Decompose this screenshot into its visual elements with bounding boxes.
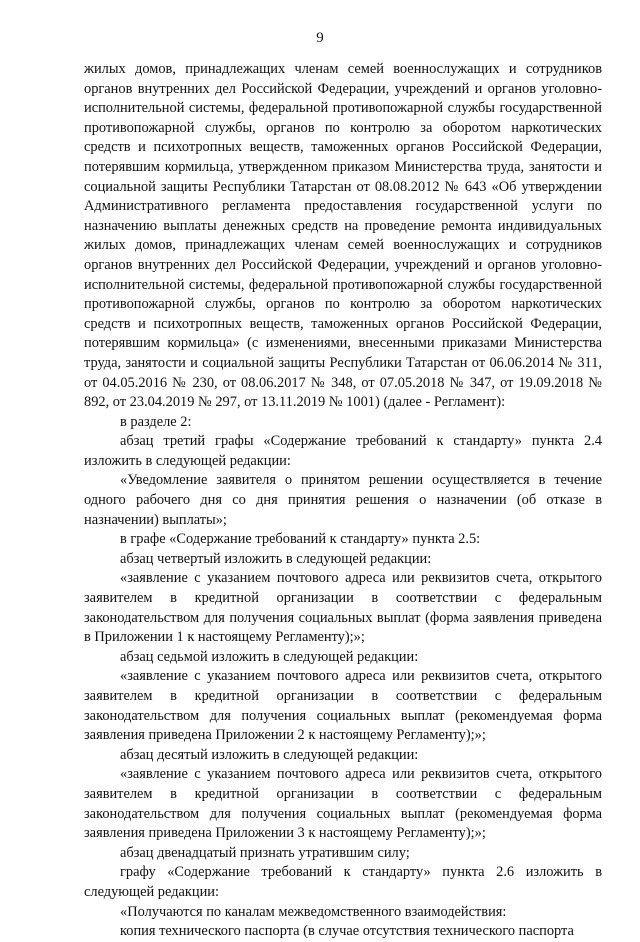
paragraph: «заявление с указанием почтового адреса или реквизитов счета, открытого заявителем в кредитной организации в соответствии с федеральным законодательством для получения социальных выплат (рекомендуемая форма заявления приведена Приложении 3 к настоящему Регламенту);»; (84, 766, 602, 842)
paragraph: абзац десятый изложить в следующей редакции: (120, 746, 419, 763)
paragraph: копия технического паспорта (в случае отсутствия технического паспорта (120, 923, 574, 940)
paragraph: жилых домов, принадлежащих членам семей военнослужащих и сотрудников органов внутренних дел Российской Федерации, учреждений и органов уголовно-исполнительной системы, федеральной противопожарной службы государственной противопожарной службы, органов по контролю за оборотом наркотических средств и психотропных веществ, таможенных органов Российской Федерации, потерявшим кормильца, утвержденном приказом Министерства труда, занятости и социальной защиты Республики Татарстан от 08.08.2012 № 643 «Об утверждении Административного регламента предоставления государственной услуги по назначению выплаты денежных средств на проведение ремонта индивидуальных жилых домов, принадлежащих членам семей военнослужащих и сотрудников органов внутренних дел Российской Федерации, учреждений и органов уголовно-исполнительной системы, федеральной противопожарной службы государственной противопожарной службы, органов по контролю за оборотом наркотических средств и психотропных веществ, таможенных органов Российской Федерации, потерявшим кормильца» (с изменениями, внесенными приказами Министерства труда, занятости и социальной защиты Республики Татарстан от 06.06.2014 № 311, от 04.05.2016 № 230, от 08.06.2017 № 348, от 07.05.2018 № 347, от 19.09.2018 № 892, от 23.04.2019 № 297, от 13.11.2019 № 1001) (далее - Регламент): (84, 61, 602, 411)
paragraph: графу «Содержание требований к стандарту» пункта 2.6 изложить в следующей редакции: (84, 864, 602, 900)
page-number: 9 (316, 30, 324, 46)
paragraph: «Уведомление заявителя о принятом решении осуществляется в течение одного рабочего дня со дня принятия решения о назначении (об отказе в назначении) выплаты»; (84, 472, 602, 528)
paragraph: абзац двенадцатый признать утратившим силу; (120, 844, 410, 861)
paragraph: «Получаются по каналам межведомственного взаимодействия: (120, 903, 507, 920)
paragraph: абзац седьмой изложить в следующей редакции: (120, 648, 419, 665)
paragraph: «заявление с указанием почтового адреса или реквизитов счета, открытого заявителем в кредитной организации в соответствии с федеральным законодательством для получения социальных выплат (форма заявления приведена в Приложении 1 к настоящему Регламенту);»; (84, 570, 602, 646)
document-body (84, 60, 602, 942)
paragraph: в графе «Содержание требований к стандарту» пункта 2.5: (120, 531, 481, 548)
paragraph: в разделе 2: (120, 413, 192, 430)
paragraph: абзац четвертый изложить в следующей редакции: (120, 550, 432, 567)
paragraph: абзац третий графы «Содержание требований к стандарту» пункта 2.4 изложить в следующей редакции: (84, 433, 602, 469)
paragraph: «заявление с указанием почтового адреса или реквизитов счета, открытого заявителем в кредитной организации в соответствии с федеральным законодательством для получения социальных выплат (рекомендуемая форма заявления приведена Приложении 2 к настоящему Регламенту);»; (84, 668, 602, 744)
